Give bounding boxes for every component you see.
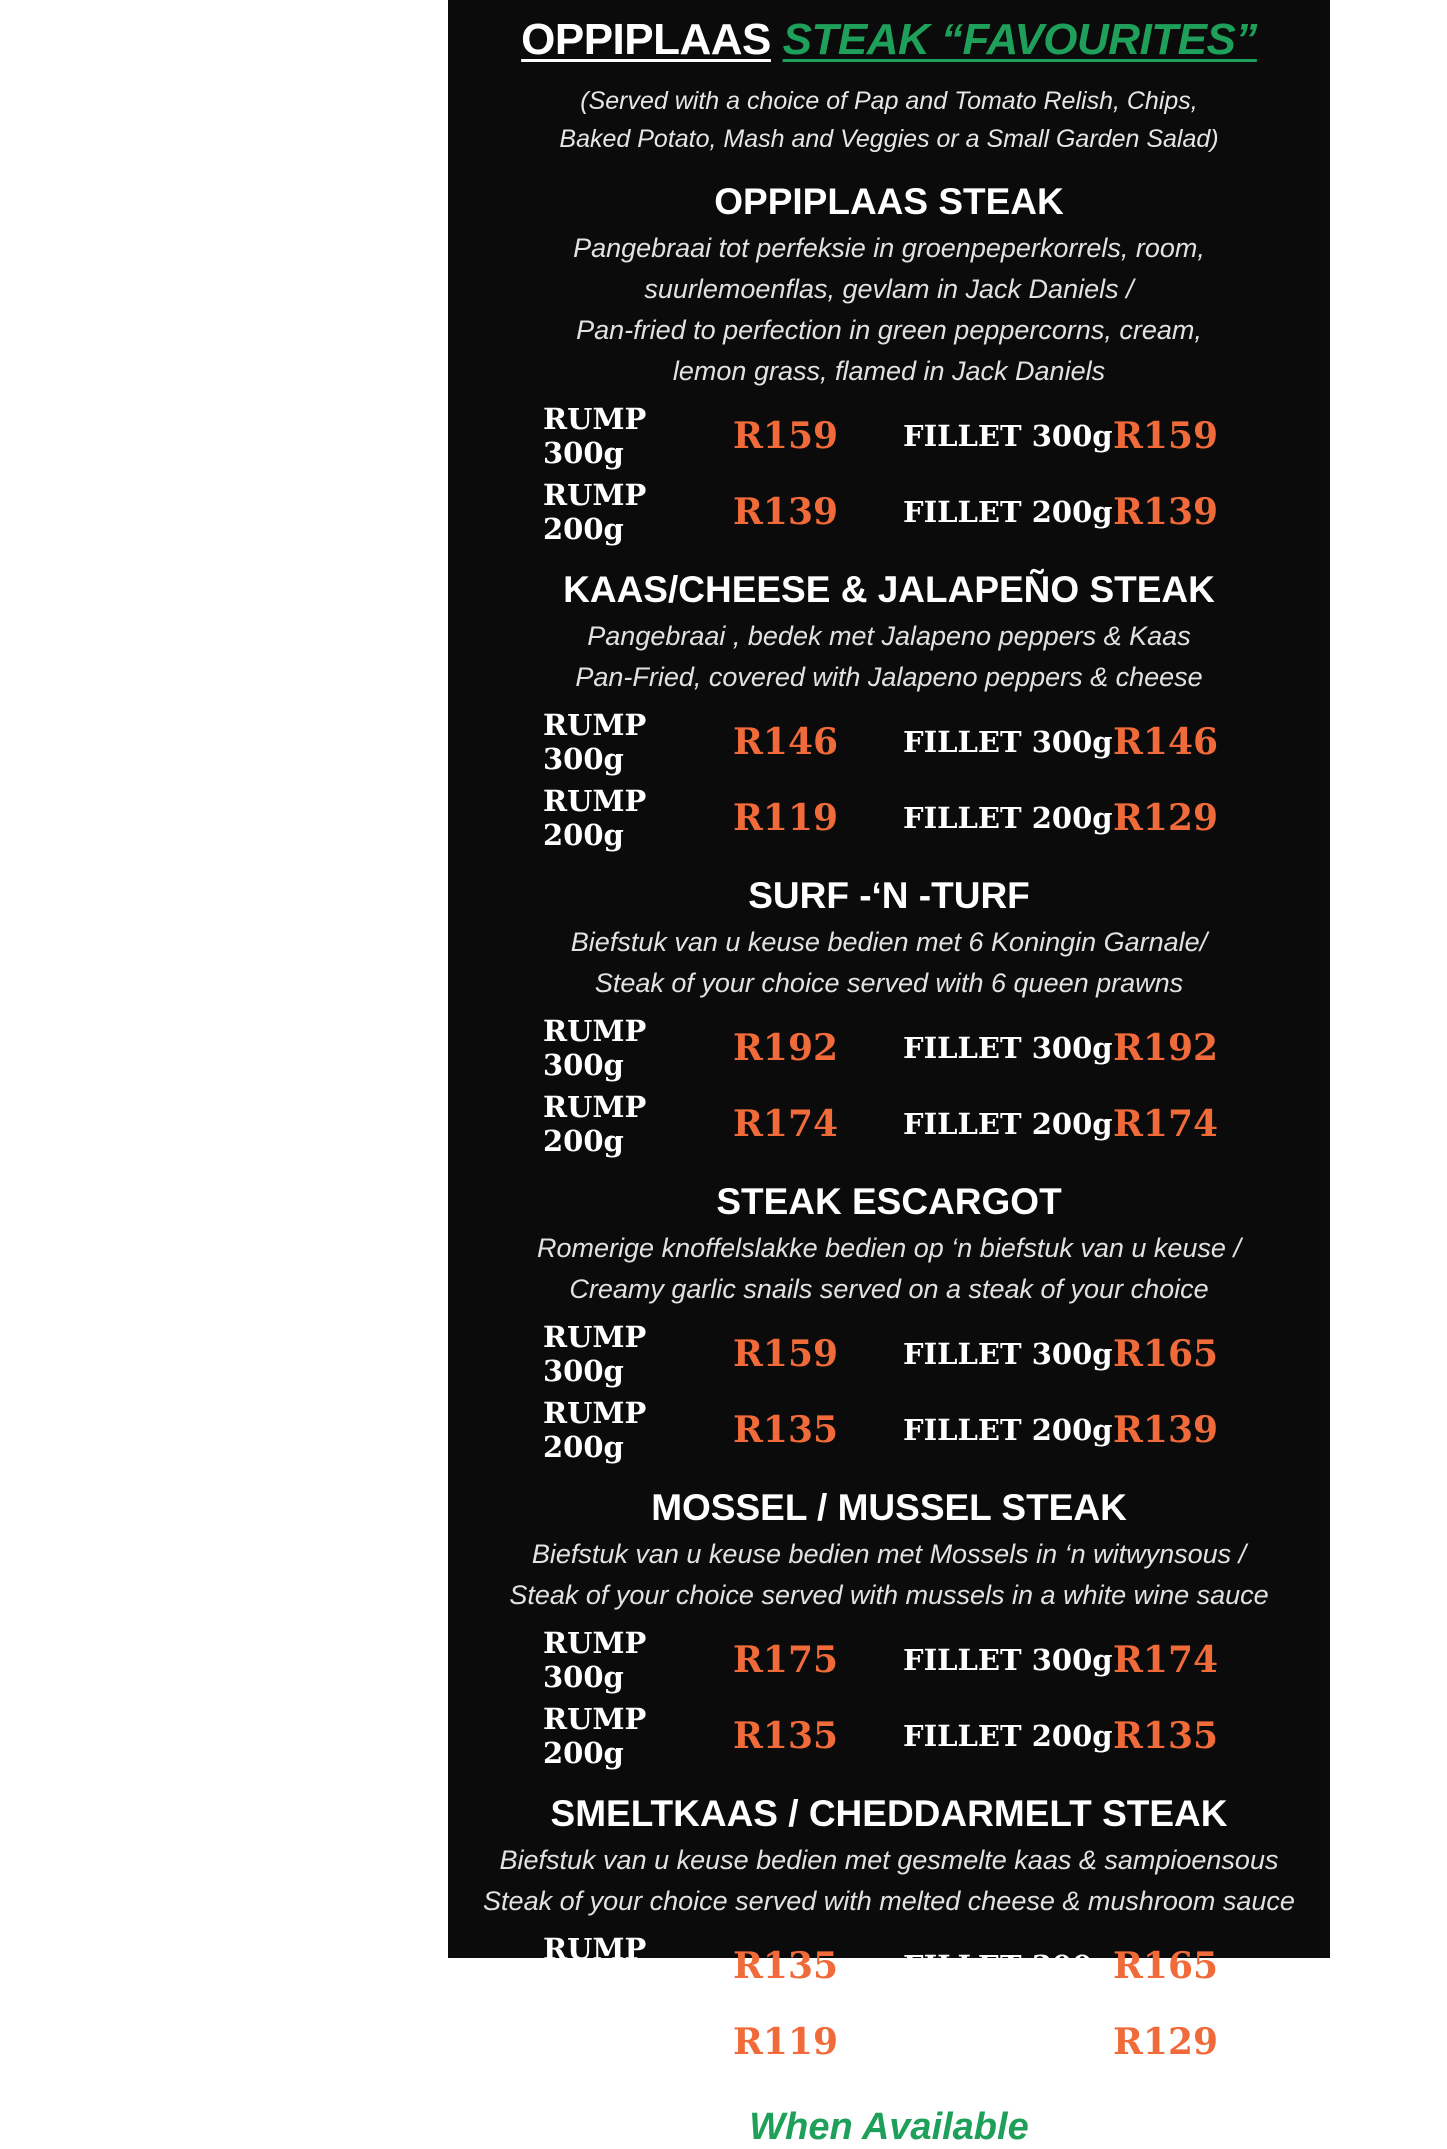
section-description bbox=[448, 922, 1330, 1004]
fillet-size-label: FILLET 200g bbox=[903, 495, 1113, 529]
rump-size-label: RUMP 300g bbox=[543, 1014, 647, 1082]
rump-price: R139 bbox=[733, 491, 839, 533]
rump-price: R175 bbox=[733, 1639, 839, 1681]
rump-size-label: RUMP 200g bbox=[543, 2008, 647, 2076]
rump-price: R135 bbox=[733, 1409, 839, 1451]
description-line: Steak of your choice served with melted cheese & mushroom sauce bbox=[483, 1886, 1295, 1916]
when-available-note: When Available bbox=[749, 2106, 1029, 2148]
description-line: Steak of your choice served with mussels in a white wine sauce bbox=[509, 1580, 1269, 1610]
rump-price: R146 bbox=[733, 721, 839, 763]
price-grid bbox=[543, 1320, 1330, 1464]
description-line: Romerige knoffelslakke bedien op ‘n biefstuk van u keuse / bbox=[537, 1233, 1241, 1263]
fillet-price: R192 bbox=[1113, 1027, 1219, 1069]
fillet-size-label: FILLET 200g bbox=[903, 2025, 1113, 2059]
fillet-size-label: FILLET 300g bbox=[903, 1337, 1113, 1371]
rump-size-label: RUMP 300g bbox=[543, 1320, 647, 1388]
menu-section bbox=[448, 568, 1330, 852]
rump-price: R159 bbox=[733, 1333, 839, 1375]
menu-title bbox=[448, 12, 1330, 68]
price-grid bbox=[543, 402, 1330, 546]
fillet-size-label: FILLET 300g bbox=[903, 1031, 1113, 1065]
menu-sections bbox=[448, 180, 1330, 2076]
rump-size-label: RUMP 200g bbox=[543, 784, 647, 852]
description-line: Biefstuk van u keuse bedien met 6 Koningin Garnale/ bbox=[570, 927, 1208, 957]
fillet-size-label: FILLET 200g bbox=[903, 1413, 1113, 1447]
rump-size-label: RUMP 300g bbox=[543, 1932, 647, 2000]
fillet-size-label: FILLET 300g bbox=[903, 725, 1113, 759]
description-line: suurlemoenflas, gevlam in Jack Daniels / bbox=[644, 274, 1134, 304]
fillet-price: R139 bbox=[1113, 1409, 1219, 1451]
section-description bbox=[448, 1534, 1330, 1616]
section-title: KAAS/CHEESE & JALAPEÑO STEAK bbox=[563, 569, 1215, 610]
section-description bbox=[448, 1840, 1330, 1922]
fillet-size-label: FILLET 300g bbox=[903, 1949, 1113, 1983]
rump-size-label: RUMP 300g bbox=[543, 402, 647, 470]
section-title: OPPIPLAAS STEAK bbox=[714, 181, 1064, 222]
fillet-size-label: FILLET 300g bbox=[903, 1643, 1113, 1677]
rump-price: R159 bbox=[733, 415, 839, 457]
rump-price: R119 bbox=[733, 797, 839, 839]
price-grid bbox=[543, 708, 1330, 852]
menu-panel bbox=[448, 0, 1330, 2148]
rump-size-label: RUMP 200g bbox=[543, 1702, 647, 1770]
rump-size-label: RUMP 200g bbox=[543, 1396, 647, 1464]
fillet-size-label: FILLET 200g bbox=[903, 1107, 1113, 1141]
section-description bbox=[448, 228, 1330, 392]
price-grid bbox=[543, 1014, 1330, 1158]
rump-size-label: RUMP 200g bbox=[543, 1090, 647, 1158]
section-title: SMELTKAAS / CHEDDARMELT STEAK bbox=[550, 1793, 1228, 1834]
description-line: Steak of your choice served with 6 queen prawns bbox=[594, 968, 1184, 998]
fillet-size-label: FILLET 200g bbox=[903, 1719, 1113, 1753]
description-line: Pangebraai tot perfeksie in groenpeperkorrels, room, bbox=[573, 233, 1205, 263]
fillet-price: R135 bbox=[1113, 1715, 1219, 1757]
description-line: lemon grass, flamed in Jack Daniels bbox=[672, 356, 1106, 386]
price-grid bbox=[543, 1932, 1330, 2076]
fillet-price: R146 bbox=[1113, 721, 1219, 763]
menu-title-brand: OPPIPLAAS bbox=[521, 15, 771, 64]
menu-section bbox=[448, 1792, 1330, 2076]
rump-price: R119 bbox=[733, 2021, 839, 2063]
section-title: SURF -‘N -TURF bbox=[748, 875, 1030, 916]
fillet-size-label: FILLET 200g bbox=[903, 801, 1113, 835]
section-title: STEAK ESCARGOT bbox=[716, 1181, 1062, 1222]
section-title: MOSSEL / MUSSEL STEAK bbox=[651, 1487, 1127, 1528]
description-line: Pan-fried to perfection in green peppercorns, cream, bbox=[576, 315, 1202, 345]
description-line: Pan-Fried, covered with Jalapeno peppers & cheese bbox=[575, 662, 1203, 692]
description-line: Biefstuk van u keuse bedien met Mossels in ‘n witwynsous / bbox=[531, 1539, 1247, 1569]
rump-price: R192 bbox=[733, 1027, 839, 1069]
description-line: Biefstuk van u keuse bedien met gesmelte kaas & sampioensous bbox=[499, 1845, 1279, 1875]
menu-section bbox=[448, 180, 1330, 546]
menu-section bbox=[448, 1486, 1330, 1770]
fillet-price: R139 bbox=[1113, 491, 1219, 533]
fillet-price: R129 bbox=[1113, 797, 1219, 839]
menu-section bbox=[448, 874, 1330, 1158]
price-grid bbox=[543, 1626, 1330, 1770]
fillet-price: R174 bbox=[1113, 1639, 1219, 1681]
section-description bbox=[448, 1228, 1330, 1310]
description-line: Pangebraai , bedek met Jalapeno peppers & Kaas bbox=[587, 621, 1191, 651]
served-line: Baked Potato, Mash and Veggies or a Small Garden Salad) bbox=[559, 125, 1219, 153]
fillet-price: R165 bbox=[1113, 1333, 1219, 1375]
fillet-price: R129 bbox=[1113, 2021, 1219, 2063]
fillet-price: R159 bbox=[1113, 415, 1219, 457]
rump-price: R135 bbox=[733, 1945, 839, 1987]
description-line: Creamy garlic snails served on a steak of your choice bbox=[569, 1274, 1209, 1304]
served-line: (Served with a choice of Pap and Tomato Relish, Chips, bbox=[580, 87, 1198, 115]
rump-size-label: RUMP 300g bbox=[543, 1626, 647, 1694]
fillet-price: R165 bbox=[1113, 1945, 1219, 1987]
served-with-note bbox=[448, 82, 1330, 158]
section-description bbox=[448, 616, 1330, 698]
fillet-price: R174 bbox=[1113, 1103, 1219, 1145]
rump-size-label: RUMP 200g bbox=[543, 478, 647, 546]
rump-size-label: RUMP 300g bbox=[543, 708, 647, 776]
rump-price: R174 bbox=[733, 1103, 839, 1145]
fillet-size-label: FILLET 300g bbox=[903, 419, 1113, 453]
menu-section bbox=[448, 1180, 1330, 1464]
rump-price: R135 bbox=[733, 1715, 839, 1757]
menu-title-favourites: STEAK “FAVOURITES” bbox=[782, 15, 1257, 64]
